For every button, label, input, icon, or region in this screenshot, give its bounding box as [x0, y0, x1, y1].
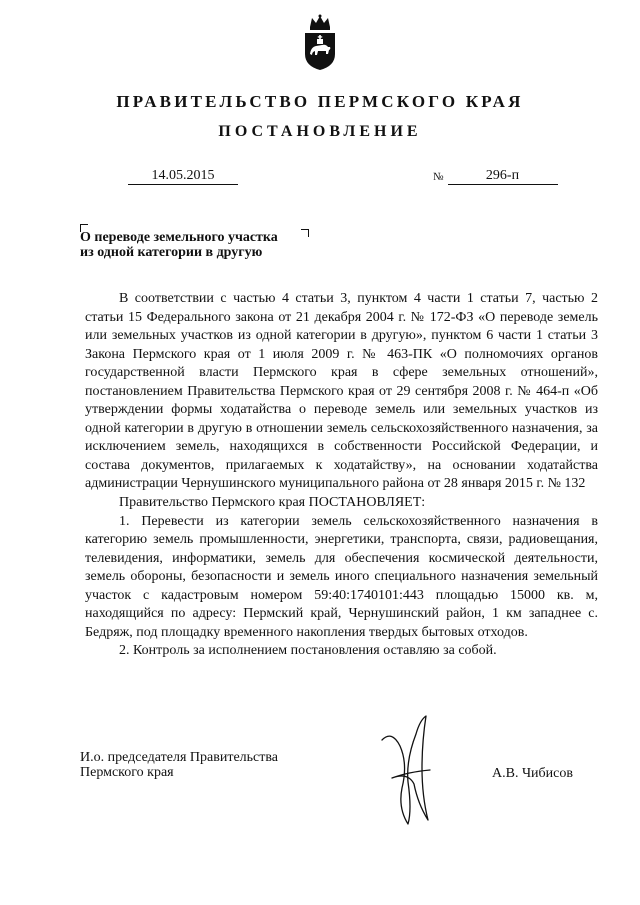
document-subject	[80, 230, 340, 260]
subject-line-2: из одной категории в другую	[80, 245, 263, 260]
number-sign: №	[433, 171, 444, 183]
signer-position-line-2: Пермского края	[80, 765, 174, 780]
perm-krai-coat-of-arms-icon	[302, 14, 338, 72]
clause-1-paragraph: 1. Перевести из категории земель сельскохозяйственного назначения в категорию земель промышленности, энергетики, транспорта, связи, радиовещания, телевидения, информатики, земель для обеспечения космической деятельности, земель обороны, безопасности и земель иного специального назначения земельный участок с кадастровым номером 59:40:1740101:443 площадью 15000 кв. м, находящийся по адресу: Пермский край, Чернушинский район, 1 км западнее с. Бедряж, под площадку временного накопления твердых бытовых отходов.	[85, 513, 598, 640]
subject-line-1: О переводе земельного участка	[80, 230, 278, 245]
document-number: 296-п	[448, 168, 558, 185]
signer-position-line-1: И.о. председателя Правительства	[80, 750, 279, 765]
document-number-block	[433, 168, 558, 185]
signer-name: А.В. Чибисов	[492, 766, 573, 781]
document-body	[85, 290, 598, 661]
handwritten-signature-icon	[378, 712, 438, 832]
preamble-paragraph: В соответствии с частью 4 статьи 3, пунктом 4 части 1 статьи 7, частью 2 статьи 15 Федерального закона от 21 декабря 2004 г. № 172-ФЗ «О переводе земель или земельных участков из одной категории в другую», пунктом 6 части 1 статьи 3 Закона Пермского края от 1 июля 2009 г. № 463-ПК «О полномочиях органов государственной власти Пермского края в сфере земельных отношений», постановлением Правительства Пермского края от 29 сентября 2008 г. № 464-п «Об утверждении формы ходатайства о переводе земель или земельных участков из одной категории в другую в отношении земель сельскохозяйственного назначения, за исключением земель, находящихся в собственности Российской Федерации, и состава документов, прилагаемых к ходатайству», на основании ходатайства администрации Чернушинского муниципального района от 28 января 2015 г. № 132	[85, 291, 598, 492]
clause-2-paragraph: 2. Контроль за исполнением постановления оставляю за собой.	[119, 643, 497, 659]
resolution-paragraph: Правительство Пермского края ПОСТАНОВЛЯЕТ:	[119, 495, 426, 511]
government-title: ПРАВИТЕЛЬСТВО ПЕРМСКОГО КРАЯ	[116, 92, 524, 111]
document-date: 14.05.2015	[128, 168, 238, 185]
signer-position	[80, 750, 340, 780]
document-type: ПОСТАНОВЛЕНИЕ	[218, 123, 422, 140]
